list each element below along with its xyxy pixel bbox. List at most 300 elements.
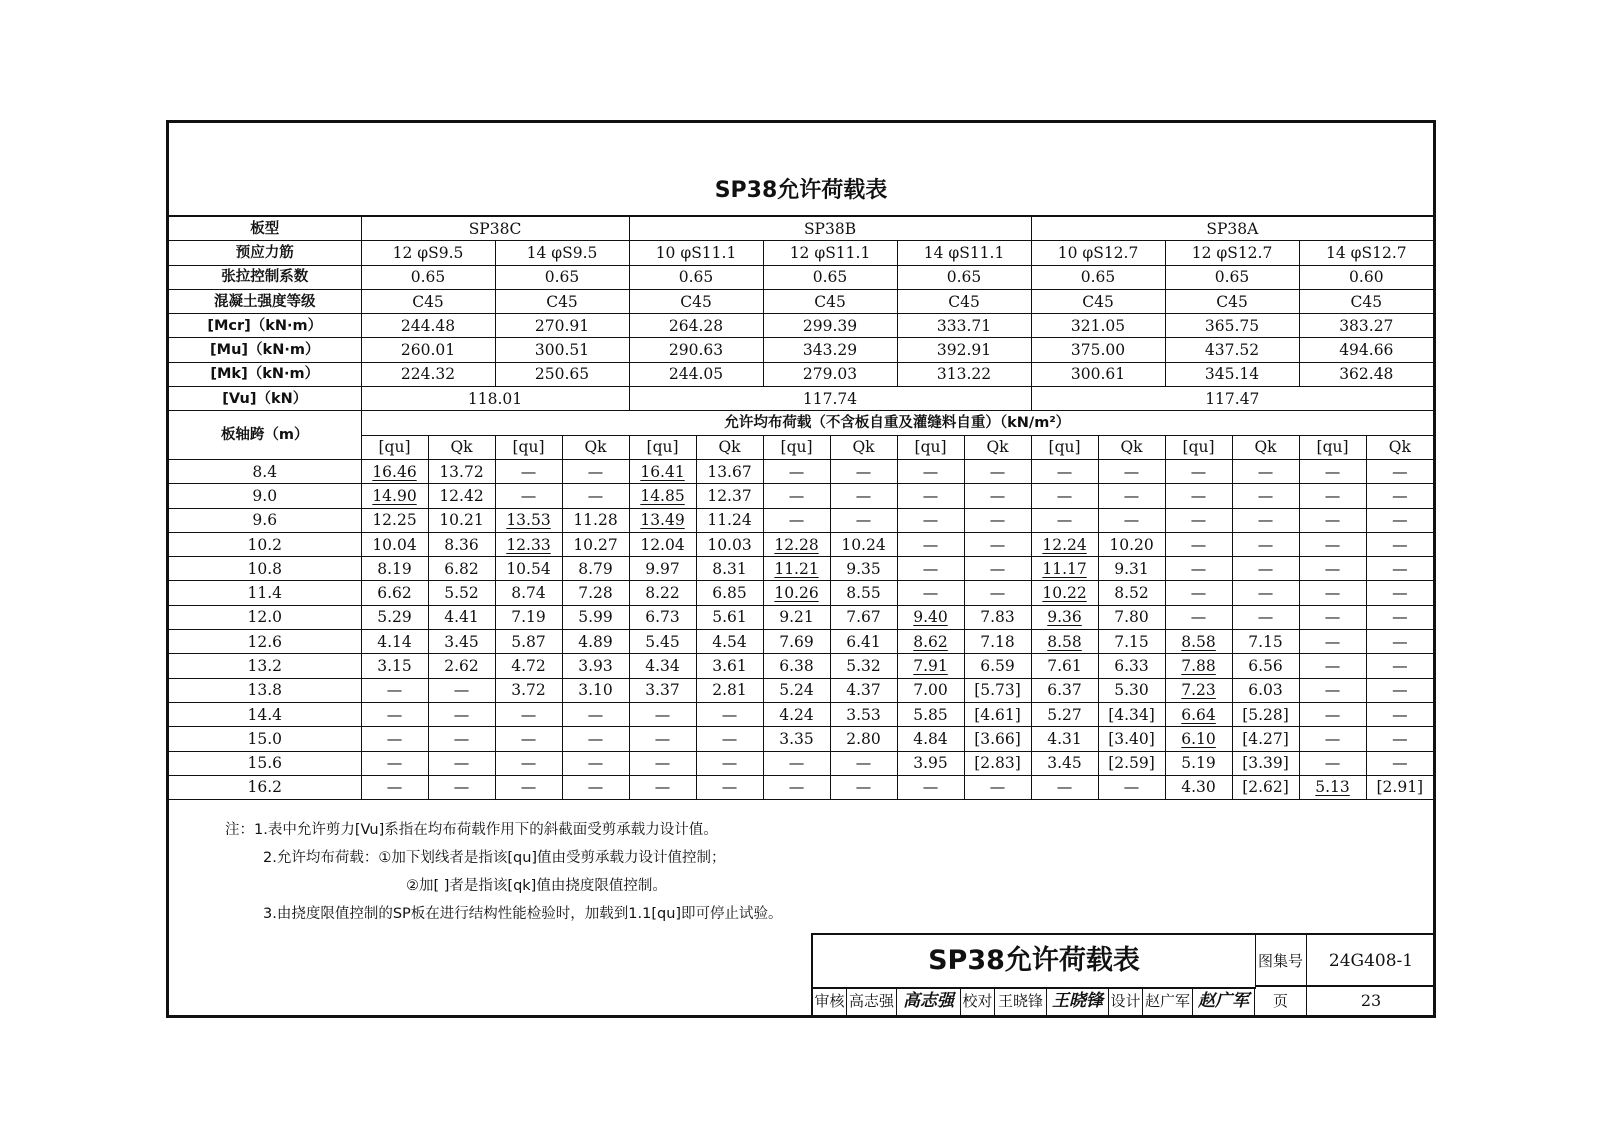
qk-value: [2.91] bbox=[1366, 775, 1433, 799]
qu-value: 5.85 bbox=[897, 702, 964, 726]
span-value: 10.2 bbox=[169, 532, 361, 556]
cell-mu: 290.63 bbox=[629, 338, 763, 362]
table-row bbox=[169, 654, 1433, 678]
qu-value: 7.61 bbox=[1031, 654, 1098, 678]
qk-value: — bbox=[1366, 581, 1433, 605]
qk-value: 2.81 bbox=[696, 678, 763, 702]
qu-value: 8.22 bbox=[629, 581, 696, 605]
qk-value: — bbox=[562, 702, 629, 726]
qk-value: — bbox=[1098, 508, 1165, 532]
span-value: 13.8 bbox=[169, 678, 361, 702]
qk-value: 6.33 bbox=[1098, 654, 1165, 678]
qk-value: [4.34] bbox=[1098, 702, 1165, 726]
group-name: SP38A bbox=[1031, 216, 1433, 241]
qu-value: — bbox=[1299, 508, 1366, 532]
cell-tendon: 12 φS9.5 bbox=[361, 241, 495, 265]
qu-value: 4.31 bbox=[1031, 727, 1098, 751]
cell-concrete: C45 bbox=[361, 289, 495, 313]
qk-value: — bbox=[1366, 654, 1433, 678]
qu-value: — bbox=[897, 775, 964, 799]
row-mk bbox=[169, 362, 1433, 386]
span-value: 12.6 bbox=[169, 630, 361, 654]
cell-mk: 313.22 bbox=[897, 362, 1031, 386]
qu-value: — bbox=[361, 727, 428, 751]
qu-value: 12.28 bbox=[763, 532, 830, 556]
qk-value: 4.54 bbox=[696, 630, 763, 654]
qk-value: — bbox=[562, 751, 629, 775]
cell-mu: 392.91 bbox=[897, 338, 1031, 362]
qk-value: — bbox=[1366, 702, 1433, 726]
qk-value: — bbox=[1366, 508, 1433, 532]
span-value: 13.2 bbox=[169, 654, 361, 678]
qu-value: — bbox=[763, 508, 830, 532]
span-value: 11.4 bbox=[169, 581, 361, 605]
page-number: 23 bbox=[1360, 991, 1382, 1010]
cell-concrete: C45 bbox=[1165, 289, 1299, 313]
qk-value: 4.41 bbox=[428, 605, 495, 629]
qk-value: 8.79 bbox=[562, 557, 629, 581]
qu-value: 7.88 bbox=[1165, 654, 1232, 678]
qu-value: 11.21 bbox=[763, 557, 830, 581]
qk-value: — bbox=[1366, 630, 1433, 654]
qk-value: 12.37 bbox=[696, 484, 763, 508]
review-label: 审核 bbox=[813, 987, 847, 1015]
qu-value: — bbox=[1299, 557, 1366, 581]
qu-value: — bbox=[1299, 702, 1366, 726]
cell-concrete: C45 bbox=[495, 289, 629, 313]
subheader-qu: [qu] bbox=[629, 435, 696, 459]
designer-signature: 赵广军 bbox=[1193, 987, 1255, 1015]
cell-mcr: 365.75 bbox=[1165, 314, 1299, 338]
row-vu bbox=[169, 387, 1433, 411]
qu-value: 7.19 bbox=[495, 605, 562, 629]
qu-value: — bbox=[1299, 532, 1366, 556]
qk-value: 3.10 bbox=[562, 678, 629, 702]
qu-value: 3.95 bbox=[897, 751, 964, 775]
checker-signature: 王晓锋 bbox=[1047, 987, 1109, 1015]
qu-value: 4.34 bbox=[629, 654, 696, 678]
qk-value: — bbox=[1098, 484, 1165, 508]
qu-value: 5.27 bbox=[1031, 702, 1098, 726]
qk-value: 10.20 bbox=[1098, 532, 1165, 556]
qk-value: — bbox=[1232, 508, 1299, 532]
subheader-qk: Qk bbox=[964, 435, 1031, 459]
cell-mk: 300.61 bbox=[1031, 362, 1165, 386]
cell-coef: 0.60 bbox=[1299, 265, 1433, 289]
qk-value: — bbox=[562, 727, 629, 751]
subheader-qk: Qk bbox=[1098, 435, 1165, 459]
qk-value: 12.42 bbox=[428, 484, 495, 508]
cell-tendon: 14 φS12.7 bbox=[1299, 241, 1433, 265]
qk-value: 3.45 bbox=[428, 630, 495, 654]
cell-tendon: 14 φS11.1 bbox=[897, 241, 1031, 265]
qu-value: — bbox=[1165, 508, 1232, 532]
table-body bbox=[169, 216, 1433, 800]
qk-value: 7.80 bbox=[1098, 605, 1165, 629]
qu-value: 8.19 bbox=[361, 557, 428, 581]
qu-value: 7.69 bbox=[763, 630, 830, 654]
row-tension-coef bbox=[169, 265, 1433, 289]
cell-coef: 0.65 bbox=[495, 265, 629, 289]
cell-vu: 117.47 bbox=[1031, 387, 1433, 411]
qu-value: — bbox=[495, 702, 562, 726]
cell-mu: 437.52 bbox=[1165, 338, 1299, 362]
qu-value: — bbox=[495, 775, 562, 799]
qu-value: — bbox=[495, 727, 562, 751]
qu-value: 3.15 bbox=[361, 654, 428, 678]
reviewer-signature: 高志强 bbox=[897, 987, 961, 1015]
check-label: 校对 bbox=[961, 987, 995, 1015]
qu-value: 8.74 bbox=[495, 581, 562, 605]
qu-value: 7.23 bbox=[1165, 678, 1232, 702]
qk-value: 7.83 bbox=[964, 605, 1031, 629]
qu-value: — bbox=[1299, 751, 1366, 775]
label-coef: 张拉控制系数 bbox=[169, 265, 361, 289]
qu-value: 10.54 bbox=[495, 557, 562, 581]
qk-value: — bbox=[696, 727, 763, 751]
design-label: 设计 bbox=[1109, 987, 1143, 1015]
cell-concrete: C45 bbox=[897, 289, 1031, 313]
qk-value: — bbox=[1232, 581, 1299, 605]
qk-value: — bbox=[830, 508, 897, 532]
qu-value: 14.85 bbox=[629, 484, 696, 508]
qk-value: [3.39] bbox=[1232, 751, 1299, 775]
qk-value: 8.55 bbox=[830, 581, 897, 605]
allowable-load-table bbox=[169, 215, 1433, 800]
qu-value: 3.35 bbox=[763, 727, 830, 751]
note-2b: ②加[ ]者是指该[qk]值由挠度限值控制。 bbox=[406, 878, 667, 894]
qu-value: — bbox=[1299, 484, 1366, 508]
qu-value: 10.04 bbox=[361, 532, 428, 556]
qk-value: 3.93 bbox=[562, 654, 629, 678]
qu-value: 8.58 bbox=[1031, 630, 1098, 654]
label-type: 板型 bbox=[169, 216, 361, 241]
qu-value: — bbox=[361, 751, 428, 775]
drawing-sheet bbox=[166, 120, 1436, 1018]
qk-value: 10.03 bbox=[696, 532, 763, 556]
qu-value: 3.72 bbox=[495, 678, 562, 702]
qk-value: 13.72 bbox=[428, 459, 495, 483]
subheader-qu: [qu] bbox=[1299, 435, 1366, 459]
row-mcr bbox=[169, 314, 1433, 338]
cell-mk: 244.05 bbox=[629, 362, 763, 386]
checker-name: 王晓锋 bbox=[995, 987, 1047, 1015]
qu-value: 3.45 bbox=[1031, 751, 1098, 775]
qk-value: — bbox=[964, 581, 1031, 605]
table-row bbox=[169, 581, 1433, 605]
cell-tendon: 14 φS9.5 bbox=[495, 241, 629, 265]
qk-value: 10.27 bbox=[562, 532, 629, 556]
qk-value: 7.67 bbox=[830, 605, 897, 629]
qu-value: — bbox=[495, 751, 562, 775]
subheader-qu: [qu] bbox=[495, 435, 562, 459]
cell-mcr: 383.27 bbox=[1299, 314, 1433, 338]
qk-value: — bbox=[830, 459, 897, 483]
qk-value: — bbox=[1098, 459, 1165, 483]
reviewer-name: 高志强 bbox=[847, 987, 897, 1015]
qu-value: 10.26 bbox=[763, 581, 830, 605]
qk-value: 4.37 bbox=[830, 678, 897, 702]
cell-concrete: C45 bbox=[629, 289, 763, 313]
qk-value: 11.24 bbox=[696, 508, 763, 532]
qk-value: 7.18 bbox=[964, 630, 1031, 654]
cell-mcr: 244.48 bbox=[361, 314, 495, 338]
qk-value: — bbox=[1366, 557, 1433, 581]
cell-coef: 0.65 bbox=[629, 265, 763, 289]
qu-value: — bbox=[897, 508, 964, 532]
qu-value: — bbox=[495, 484, 562, 508]
qk-value: — bbox=[696, 751, 763, 775]
qk-value: — bbox=[428, 751, 495, 775]
qk-value: 9.35 bbox=[830, 557, 897, 581]
cell-mcr: 270.91 bbox=[495, 314, 629, 338]
table-row bbox=[169, 557, 1433, 581]
qk-value: — bbox=[1366, 678, 1433, 702]
page-label: 页 bbox=[1255, 987, 1307, 1015]
qu-value: 11.17 bbox=[1031, 557, 1098, 581]
cell-mk: 224.32 bbox=[361, 362, 495, 386]
qk-value: — bbox=[1366, 459, 1433, 483]
qu-value: 8.58 bbox=[1165, 630, 1232, 654]
qu-value: 12.04 bbox=[629, 532, 696, 556]
qk-value: — bbox=[1232, 484, 1299, 508]
table-row bbox=[169, 532, 1433, 556]
qu-value: — bbox=[897, 484, 964, 508]
qu-value: — bbox=[1299, 727, 1366, 751]
qk-value: [3.40] bbox=[1098, 727, 1165, 751]
qk-value: — bbox=[1366, 532, 1433, 556]
qu-value: — bbox=[897, 557, 964, 581]
cell-vu: 118.01 bbox=[361, 387, 629, 411]
qu-value: 12.24 bbox=[1031, 532, 1098, 556]
qu-value: — bbox=[897, 459, 964, 483]
subheader-qu: [qu] bbox=[763, 435, 830, 459]
qk-value: — bbox=[964, 532, 1031, 556]
qk-value: — bbox=[1366, 751, 1433, 775]
cell-coef: 0.65 bbox=[897, 265, 1031, 289]
span-value: 16.2 bbox=[169, 775, 361, 799]
cell-concrete: C45 bbox=[1299, 289, 1433, 313]
qk-value: 8.36 bbox=[428, 532, 495, 556]
span-value: 9.6 bbox=[169, 508, 361, 532]
qu-value: 7.91 bbox=[897, 654, 964, 678]
qk-value: — bbox=[830, 751, 897, 775]
qu-value: — bbox=[1165, 532, 1232, 556]
qk-value: 6.56 bbox=[1232, 654, 1299, 678]
qu-value: 3.37 bbox=[629, 678, 696, 702]
qk-value: 6.41 bbox=[830, 630, 897, 654]
cell-mk: 279.03 bbox=[763, 362, 897, 386]
qu-value: — bbox=[361, 775, 428, 799]
cell-tendon: 12 φS12.7 bbox=[1165, 241, 1299, 265]
qk-value: — bbox=[1366, 484, 1433, 508]
qu-value: — bbox=[629, 702, 696, 726]
qk-value: 2.80 bbox=[830, 727, 897, 751]
table-row bbox=[169, 751, 1433, 775]
note-1: 注：1.表中允许剪力[Vu]系指在均布荷载作用下的斜截面受剪承载力设计值。 bbox=[225, 822, 718, 838]
qu-value: 5.24 bbox=[763, 678, 830, 702]
qk-value: — bbox=[1232, 605, 1299, 629]
qu-value: 4.84 bbox=[897, 727, 964, 751]
span-value: 9.0 bbox=[169, 484, 361, 508]
qk-value: 2.62 bbox=[428, 654, 495, 678]
cell-coef: 0.65 bbox=[1031, 265, 1165, 289]
span-value: 15.6 bbox=[169, 751, 361, 775]
qu-value: 5.87 bbox=[495, 630, 562, 654]
table-row bbox=[169, 459, 1433, 483]
cell-tendon: 10 φS12.7 bbox=[1031, 241, 1165, 265]
cell-tendon: 12 φS11.1 bbox=[763, 241, 897, 265]
group-name: SP38C bbox=[361, 216, 629, 241]
note-2: 2.允许均布荷载：①加下划线者是指该[qu]值由受剪承载力设计值控制； bbox=[263, 850, 726, 866]
qk-value: — bbox=[562, 459, 629, 483]
qu-value: — bbox=[763, 751, 830, 775]
qu-value: — bbox=[361, 702, 428, 726]
subheader-qk: Qk bbox=[562, 435, 629, 459]
qu-value: 9.97 bbox=[629, 557, 696, 581]
cell-tendon: 10 φS11.1 bbox=[629, 241, 763, 265]
qk-value: 7.15 bbox=[1232, 630, 1299, 654]
qk-value: — bbox=[428, 678, 495, 702]
qu-value: — bbox=[629, 727, 696, 751]
qu-value: 4.24 bbox=[763, 702, 830, 726]
qk-value: [4.27] bbox=[1232, 727, 1299, 751]
qu-value: 16.46 bbox=[361, 459, 428, 483]
qu-value: — bbox=[1165, 581, 1232, 605]
atlas-number: 24G408-1 bbox=[1307, 935, 1435, 987]
qu-value: 8.62 bbox=[897, 630, 964, 654]
span-value: 14.4 bbox=[169, 702, 361, 726]
qk-value: [2.62] bbox=[1232, 775, 1299, 799]
label-vu: [Vu]（kN） bbox=[169, 387, 361, 411]
span-value: 12.0 bbox=[169, 605, 361, 629]
subheader-qu: [qu] bbox=[1165, 435, 1232, 459]
qu-value: — bbox=[763, 775, 830, 799]
qk-value: — bbox=[964, 557, 1031, 581]
cell-mcr: 321.05 bbox=[1031, 314, 1165, 338]
qu-value: — bbox=[1299, 654, 1366, 678]
qk-value: [2.83] bbox=[964, 751, 1031, 775]
cell-mu: 300.51 bbox=[495, 338, 629, 362]
span-value: 8.4 bbox=[169, 459, 361, 483]
subheader-qu: [qu] bbox=[897, 435, 964, 459]
notes bbox=[225, 816, 783, 928]
qu-value: — bbox=[1299, 630, 1366, 654]
qk-value: — bbox=[1366, 727, 1433, 751]
qu-value: 10.22 bbox=[1031, 581, 1098, 605]
qu-value: 6.62 bbox=[361, 581, 428, 605]
table-row bbox=[169, 702, 1433, 726]
qu-value: — bbox=[1031, 484, 1098, 508]
qk-value: 4.89 bbox=[562, 630, 629, 654]
qu-value: 6.73 bbox=[629, 605, 696, 629]
label-concrete: 混凝土强度等级 bbox=[169, 289, 361, 313]
qk-value: [4.61] bbox=[964, 702, 1031, 726]
cell-mu: 260.01 bbox=[361, 338, 495, 362]
cell-mcr: 299.39 bbox=[763, 314, 897, 338]
label-mk: [Mk]（kN·m） bbox=[169, 362, 361, 386]
qk-value: 13.67 bbox=[696, 459, 763, 483]
qk-value: — bbox=[1366, 605, 1433, 629]
qu-value: — bbox=[1299, 605, 1366, 629]
cell-mu: 343.29 bbox=[763, 338, 897, 362]
title-block bbox=[811, 933, 1433, 1015]
qk-value: 10.21 bbox=[428, 508, 495, 532]
cell-mcr: 264.28 bbox=[629, 314, 763, 338]
qk-value: — bbox=[562, 484, 629, 508]
qk-value: — bbox=[428, 775, 495, 799]
qu-value: — bbox=[1031, 775, 1098, 799]
qu-value: — bbox=[1165, 459, 1232, 483]
qu-value: 9.21 bbox=[763, 605, 830, 629]
qu-value: 13.53 bbox=[495, 508, 562, 532]
qu-value: 5.29 bbox=[361, 605, 428, 629]
qu-value: — bbox=[763, 484, 830, 508]
qu-value: 9.40 bbox=[897, 605, 964, 629]
qk-value: 8.52 bbox=[1098, 581, 1165, 605]
cell-mu: 375.00 bbox=[1031, 338, 1165, 362]
table-row bbox=[169, 678, 1433, 702]
qk-value: 6.59 bbox=[964, 654, 1031, 678]
subheader-qu: [qu] bbox=[361, 435, 428, 459]
row-concrete bbox=[169, 289, 1433, 313]
atlas-label: 图集号 bbox=[1255, 935, 1307, 987]
qk-value: 11.28 bbox=[562, 508, 629, 532]
span-value: 15.0 bbox=[169, 727, 361, 751]
qu-value: — bbox=[1165, 557, 1232, 581]
qu-value: — bbox=[629, 775, 696, 799]
qu-value: — bbox=[1165, 605, 1232, 629]
subheader-qk: Qk bbox=[428, 435, 495, 459]
qu-value: 6.37 bbox=[1031, 678, 1098, 702]
qk-value: 9.31 bbox=[1098, 557, 1165, 581]
qk-value: 5.30 bbox=[1098, 678, 1165, 702]
table-row bbox=[169, 605, 1433, 629]
qu-value: 9.36 bbox=[1031, 605, 1098, 629]
qk-value: — bbox=[428, 702, 495, 726]
label-allow-load: 允许均布荷载（不含板自重及灌缝料自重）（kN/m²） bbox=[361, 411, 1433, 435]
qu-value: 6.64 bbox=[1165, 702, 1232, 726]
qu-value: 13.49 bbox=[629, 508, 696, 532]
qu-value: — bbox=[897, 581, 964, 605]
qk-value: [5.73] bbox=[964, 678, 1031, 702]
qu-value: — bbox=[897, 532, 964, 556]
qu-value: 12.33 bbox=[495, 532, 562, 556]
cell-concrete: C45 bbox=[763, 289, 897, 313]
qu-value: 7.00 bbox=[897, 678, 964, 702]
cell-vu: 117.74 bbox=[629, 387, 1031, 411]
group-name: SP38B bbox=[629, 216, 1031, 241]
qk-value: — bbox=[964, 775, 1031, 799]
qu-value: — bbox=[629, 751, 696, 775]
qk-value: 5.99 bbox=[562, 605, 629, 629]
cell-mu: 494.66 bbox=[1299, 338, 1433, 362]
page-title: SP38允许荷载表 bbox=[714, 178, 888, 203]
qk-value: 3.61 bbox=[696, 654, 763, 678]
qu-value: — bbox=[1031, 508, 1098, 532]
qk-value: — bbox=[964, 459, 1031, 483]
qu-value: — bbox=[1165, 484, 1232, 508]
qk-value: 3.53 bbox=[830, 702, 897, 726]
qk-value: — bbox=[1232, 557, 1299, 581]
qk-value: — bbox=[562, 775, 629, 799]
subheader-qk: Qk bbox=[696, 435, 763, 459]
qu-value: — bbox=[1299, 678, 1366, 702]
qk-value: [2.59] bbox=[1098, 751, 1165, 775]
title-block-title: SP38允许荷载表 bbox=[813, 935, 1256, 989]
subheader-qk: Qk bbox=[830, 435, 897, 459]
cell-mk: 345.14 bbox=[1165, 362, 1299, 386]
